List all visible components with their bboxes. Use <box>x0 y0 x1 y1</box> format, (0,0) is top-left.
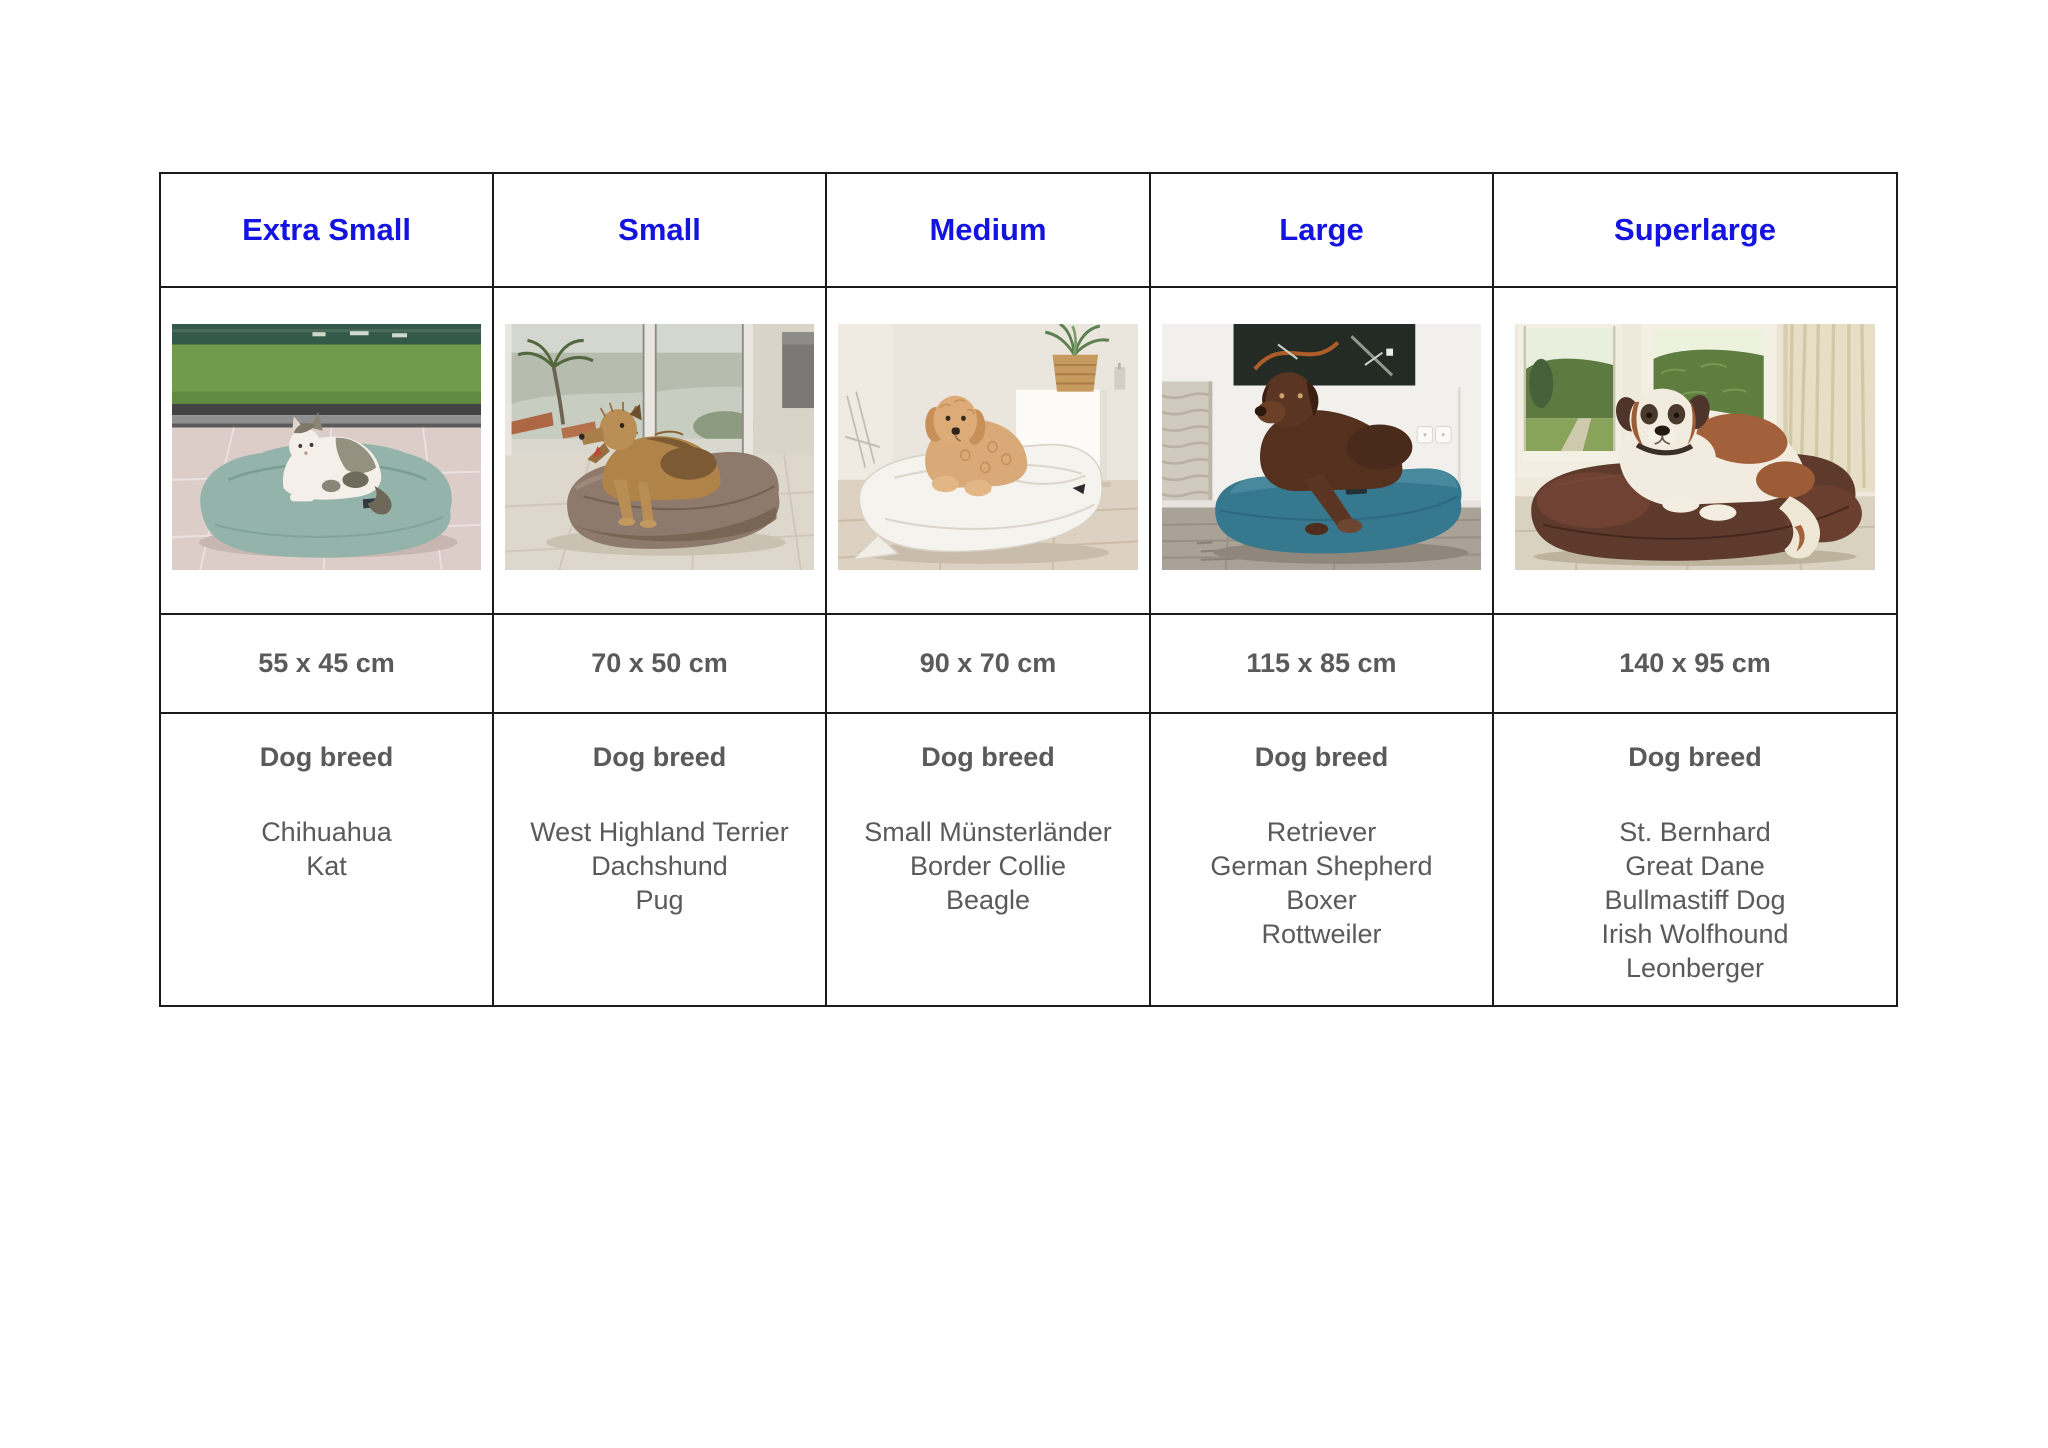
breed-item: Irish Wolfhound <box>1601 919 1789 949</box>
photo-large-labrador-on-bed <box>1162 324 1481 570</box>
breed-item: German Shepherd <box>1210 851 1433 881</box>
breed-item: Small Münsterländer <box>864 817 1112 847</box>
breeds-extra-small <box>161 714 494 1005</box>
header-large: Large <box>1151 174 1494 288</box>
dog-bed-size-table <box>159 172 1898 1007</box>
photo-small-terrier-on-bed <box>505 324 814 570</box>
breeds-superlarge <box>1494 714 1896 1005</box>
interior-wall <box>753 324 814 461</box>
breed-heading: Dog breed <box>259 742 394 772</box>
breed-heading: Dog breed <box>1254 742 1389 772</box>
breed-item: Kat <box>306 851 347 881</box>
breed-item: Beagle <box>945 885 1031 915</box>
breed-item: Retriever <box>1266 817 1377 847</box>
breed-item: West Highland Terrier <box>530 817 789 847</box>
photo-cell-large <box>1151 288 1494 615</box>
photo-cell-small <box>494 288 827 615</box>
breed-item: Leonberger <box>1625 953 1765 983</box>
photo-medium-puppy-on-bed <box>838 324 1138 570</box>
breed-item: Pug <box>635 885 684 915</box>
breed-item: Chihuahua <box>261 817 392 847</box>
photo-cell-superlarge <box>1494 288 1896 615</box>
header-medium: Medium <box>827 174 1151 288</box>
breeds-medium <box>827 714 1151 1005</box>
breed-heading: Dog breed <box>921 742 1055 772</box>
breed-heading: Dog breed <box>592 742 727 772</box>
breed-item: Boxer <box>1286 885 1357 915</box>
photo-extra-small-cat-on-bed <box>172 324 481 570</box>
size-extra-small: 55 x 45 cm <box>161 615 494 714</box>
breeds-large <box>1151 714 1494 1005</box>
breed-heading: Dog breed <box>1628 742 1762 772</box>
size-small: 70 x 50 cm <box>494 615 827 714</box>
photo-cell-extra-small <box>161 288 494 615</box>
photo-superlarge-st-bernard-on-bed <box>1515 324 1875 570</box>
stone-pillar <box>1162 381 1212 506</box>
size-large: 115 x 85 cm <box>1151 615 1494 714</box>
breed-item: Great Dane <box>1625 851 1765 881</box>
breed-item: Border Collie <box>909 851 1067 881</box>
header-small: Small <box>494 174 827 288</box>
breed-item: Dachshund <box>591 851 728 881</box>
breed-item: Rottweiler <box>1261 919 1382 949</box>
size-superlarge: 140 x 95 cm <box>1494 615 1896 714</box>
header-superlarge: Superlarge <box>1494 174 1896 288</box>
breed-item: Bullmastiff Dog <box>1604 885 1786 915</box>
photo-cell-medium <box>827 288 1151 615</box>
breed-item: St. Bernhard <box>1619 817 1771 847</box>
breeds-small <box>494 714 827 1005</box>
header-extra-small: Extra Small <box>161 174 494 288</box>
garden-window-background <box>172 324 481 428</box>
size-medium: 90 x 70 cm <box>827 615 1151 714</box>
